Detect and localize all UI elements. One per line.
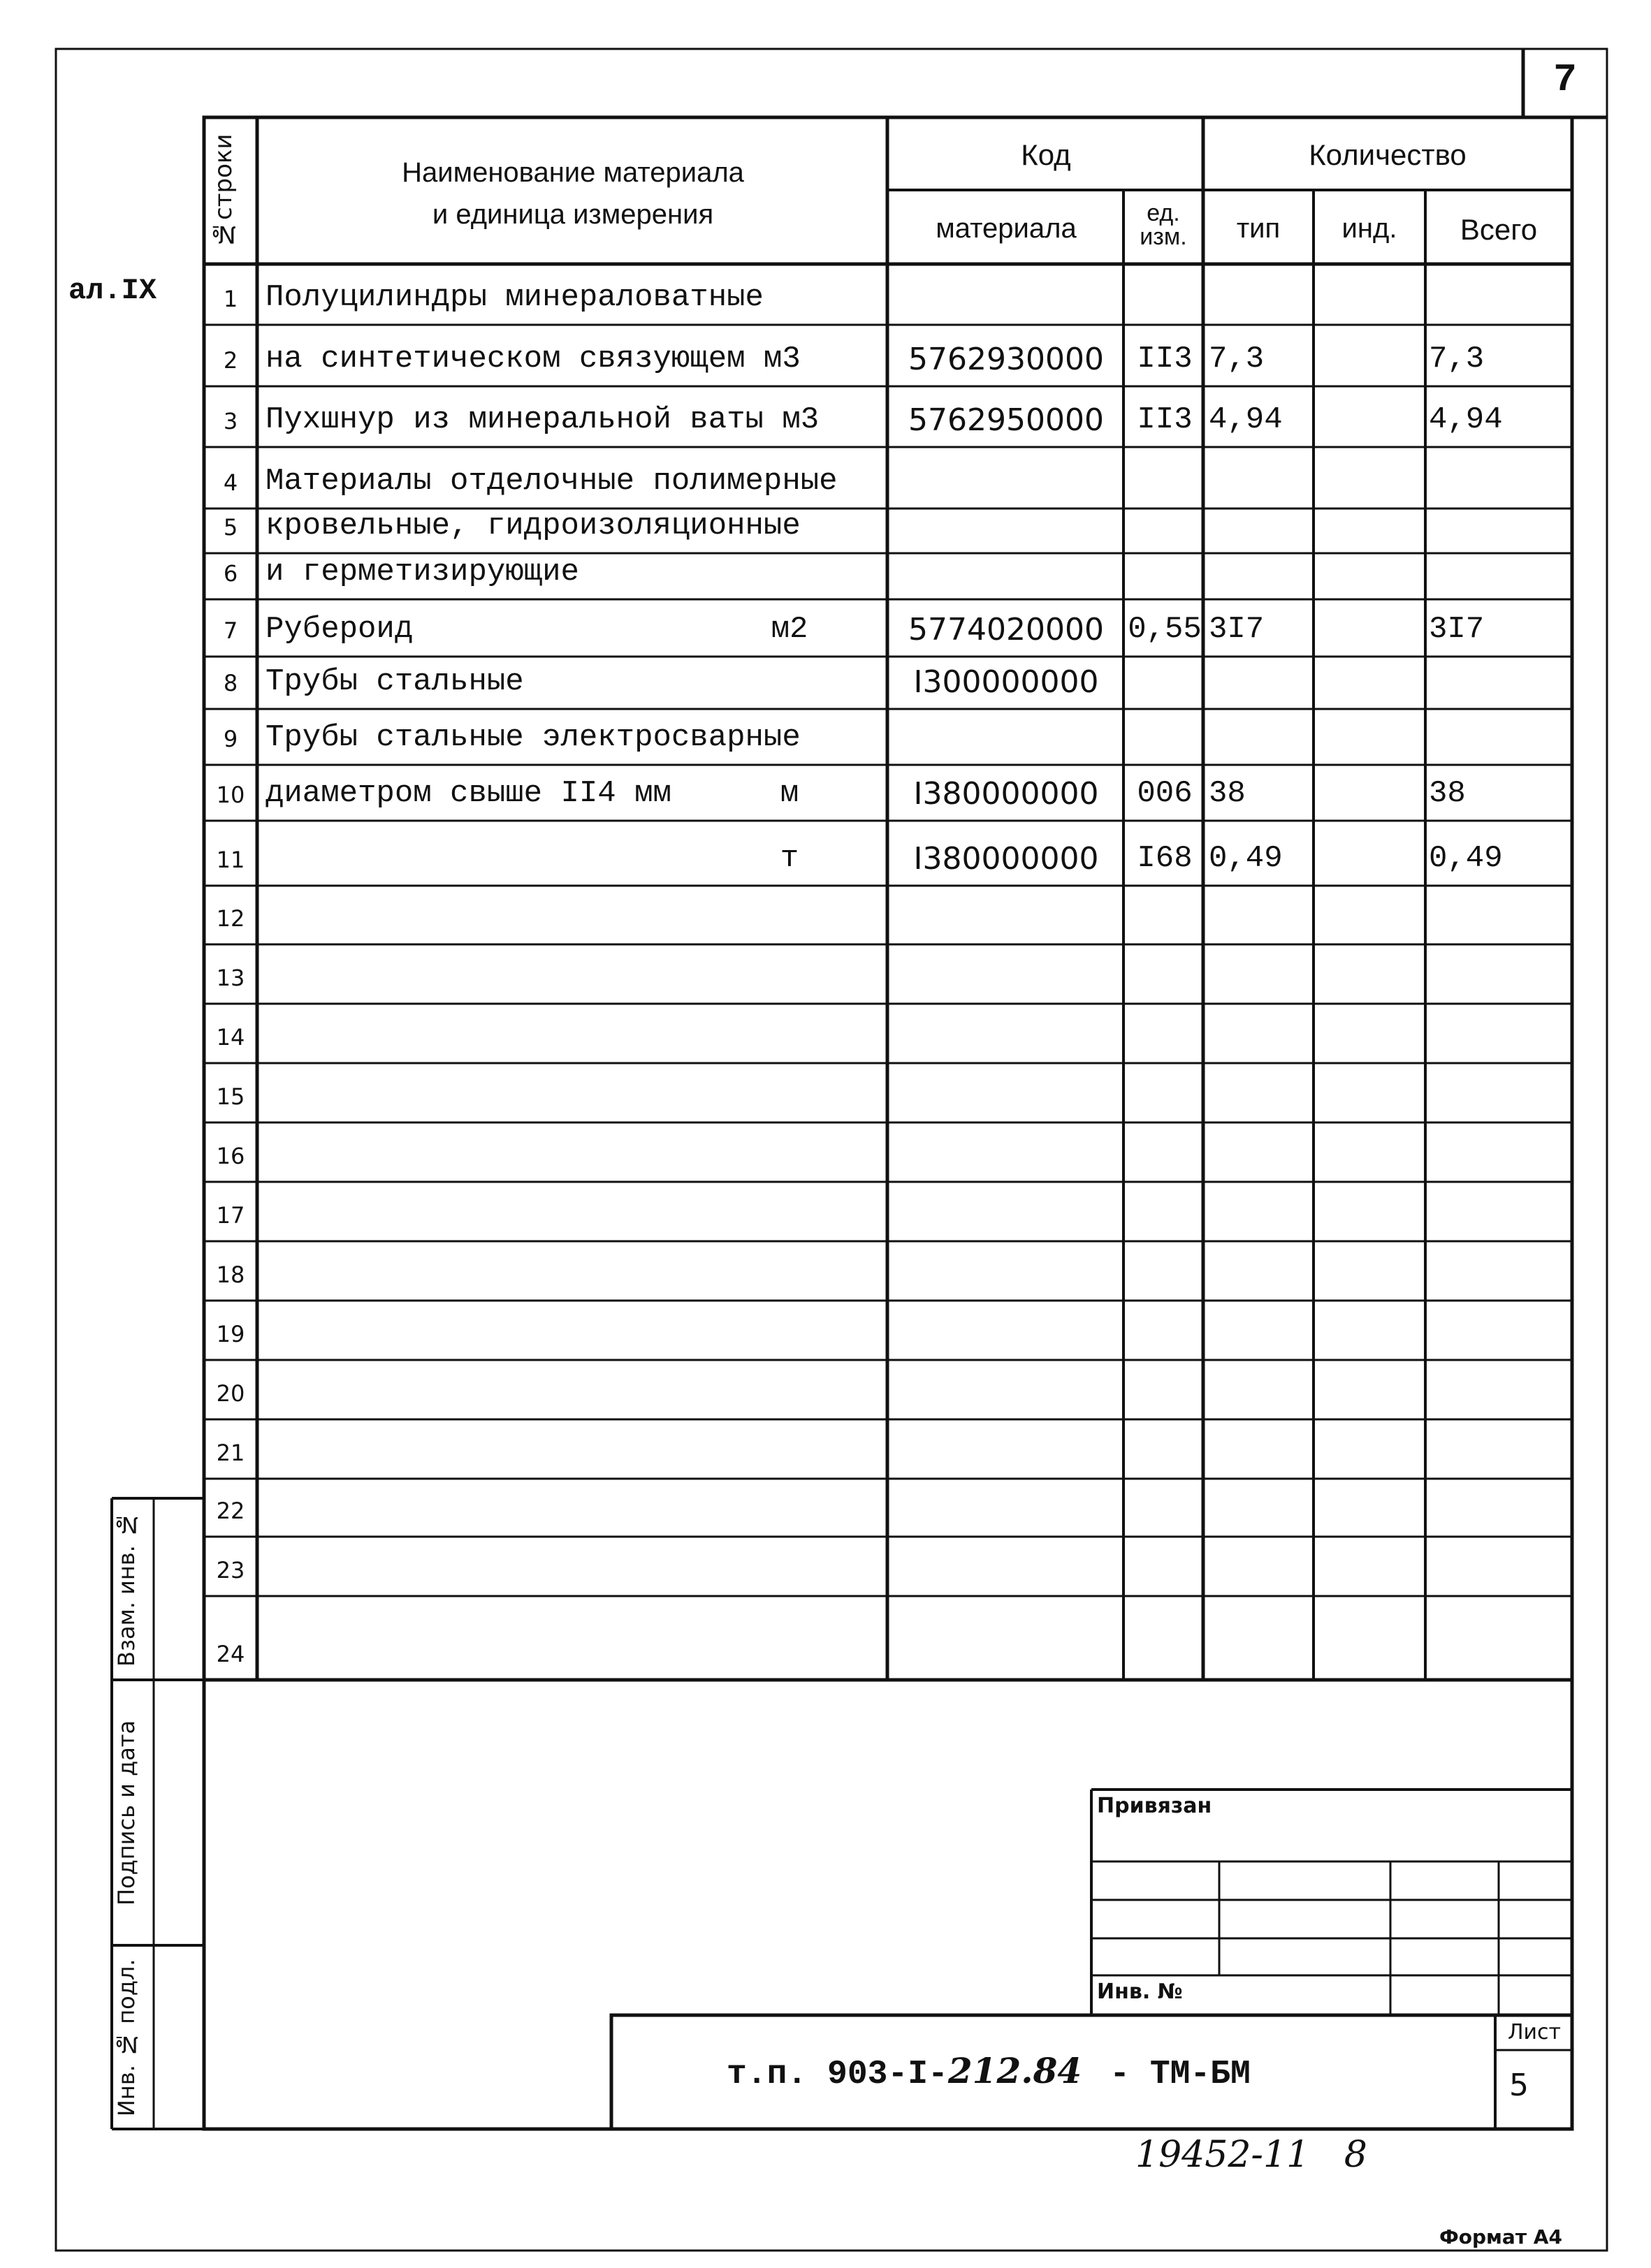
quantity-type: 3I7 (1209, 612, 1265, 647)
material-code: 5762930000 (908, 342, 1104, 377)
row-number: 4 (223, 469, 238, 496)
stamp-inv-no: Инв. № (1097, 1980, 1183, 2004)
row-number: 16 (216, 1143, 245, 1169)
row-number: 15 (216, 1083, 245, 1110)
material-name: Полуцилиндры минераловатные (266, 280, 764, 315)
page-number: 7 (1553, 57, 1577, 102)
format-label: Формат А4 (1439, 2225, 1562, 2248)
stamp-sheet-number: 5 (1509, 2068, 1529, 2103)
row-number: 23 (216, 1557, 245, 1583)
handwritten-archive-number: 19452-11 8 (1135, 2134, 1367, 2176)
material-name: Трубы стальные (266, 664, 524, 699)
header-name-unit: и единица измерения (432, 199, 714, 230)
row-number: 12 (216, 905, 245, 932)
unit-code: 006 (1137, 776, 1193, 811)
document-code-prefix: т.п. 903-I- (727, 2056, 948, 2093)
row-number: 24 (216, 1641, 245, 1667)
material-name: Материалы отделочные полимерные (266, 464, 838, 499)
row-number: 22 (216, 1498, 245, 1524)
side-label: ал.IX (68, 274, 157, 307)
header-unit (1123, 201, 1203, 249)
material-name: кровельные, гидроизоляционные (266, 509, 801, 543)
row-number: 19 (216, 1321, 245, 1347)
header-type: тип (1236, 213, 1281, 244)
material-code: I380000000 (913, 841, 1099, 877)
material-name: Пухшнур из минеральной ваты м3 (266, 402, 820, 437)
material-code: 5774020000 (908, 612, 1104, 648)
material-name: Рубероид (266, 612, 414, 647)
quantity-total: 38 (1429, 776, 1466, 811)
document-code-handwritten: 212.84 (947, 2050, 1082, 2091)
row-number: 9 (223, 726, 238, 752)
material-code: I380000000 (913, 776, 1099, 812)
header-code-group: Код (1021, 138, 1071, 171)
row-number: 3 (223, 408, 238, 434)
header-total: Всего (1460, 213, 1538, 246)
stamp-sheet-label: Лист (1507, 2020, 1562, 2044)
quantity-type: 0,49 (1209, 841, 1283, 876)
material-name: и герметизирующие (266, 555, 579, 590)
document-code (727, 2050, 1251, 2093)
material-unit-label: т (780, 841, 799, 876)
label-podpis-data: Подпись и дата (113, 1720, 140, 1905)
row-number: 2 (223, 347, 238, 374)
material-name: на синтетическом связующем м3 (266, 342, 801, 376)
quantity-total: 0,49 (1429, 841, 1503, 876)
label-vzam-inv: Взам. инв. № (113, 1512, 140, 1667)
unit-code: 0,55 (1128, 612, 1202, 647)
unit-code: II3 (1137, 342, 1193, 376)
material-unit-label: м2 (771, 612, 808, 647)
header-quantity-group: Количество (1309, 138, 1467, 171)
row-number: 11 (216, 847, 245, 873)
unit-code: II3 (1137, 402, 1193, 437)
header-row-number: №строки (210, 133, 238, 248)
quantity-total: 7,3 (1429, 342, 1485, 376)
row-number: 13 (216, 965, 245, 991)
row-number: 18 (216, 1261, 245, 1288)
row-number: 7 (223, 617, 238, 644)
quantity-type: 38 (1209, 776, 1246, 811)
quantity-total: 4,94 (1429, 402, 1503, 437)
row-number: 21 (216, 1440, 245, 1466)
quantity-type: 7,3 (1209, 342, 1265, 376)
material-unit-label: м (780, 776, 799, 811)
header-unit-line2: изм. (1140, 224, 1187, 250)
row-number: 10 (216, 782, 245, 808)
label-inv-podl: Инв. № подл. (113, 1959, 140, 2116)
header-name: Наименование материала (402, 157, 744, 188)
quantity-total: 3I7 (1429, 612, 1485, 647)
row-number: 5 (223, 514, 238, 541)
header-unit-line1: ед. (1147, 200, 1180, 226)
material-code: I300000000 (913, 664, 1099, 700)
stamp-privyazan: Привязан (1097, 1794, 1212, 1818)
row-number: 20 (216, 1380, 245, 1407)
document-code-suffix: - ТМ-БМ (1110, 2056, 1251, 2093)
header-individual: инд. (1341, 213, 1397, 244)
material-name: Трубы стальные электросварные (266, 720, 801, 755)
material-code: 5762950000 (908, 402, 1104, 438)
row-number: 17 (216, 1202, 245, 1229)
header-code-material: материала (936, 213, 1077, 244)
row-number: 14 (216, 1024, 245, 1051)
quantity-type: 4,94 (1209, 402, 1283, 437)
row-number: 6 (223, 560, 238, 587)
unit-code: I68 (1137, 841, 1193, 876)
material-name: диаметром свыше II4 мм (266, 776, 671, 811)
row-number: 8 (223, 670, 238, 696)
row-number: 1 (223, 286, 238, 312)
